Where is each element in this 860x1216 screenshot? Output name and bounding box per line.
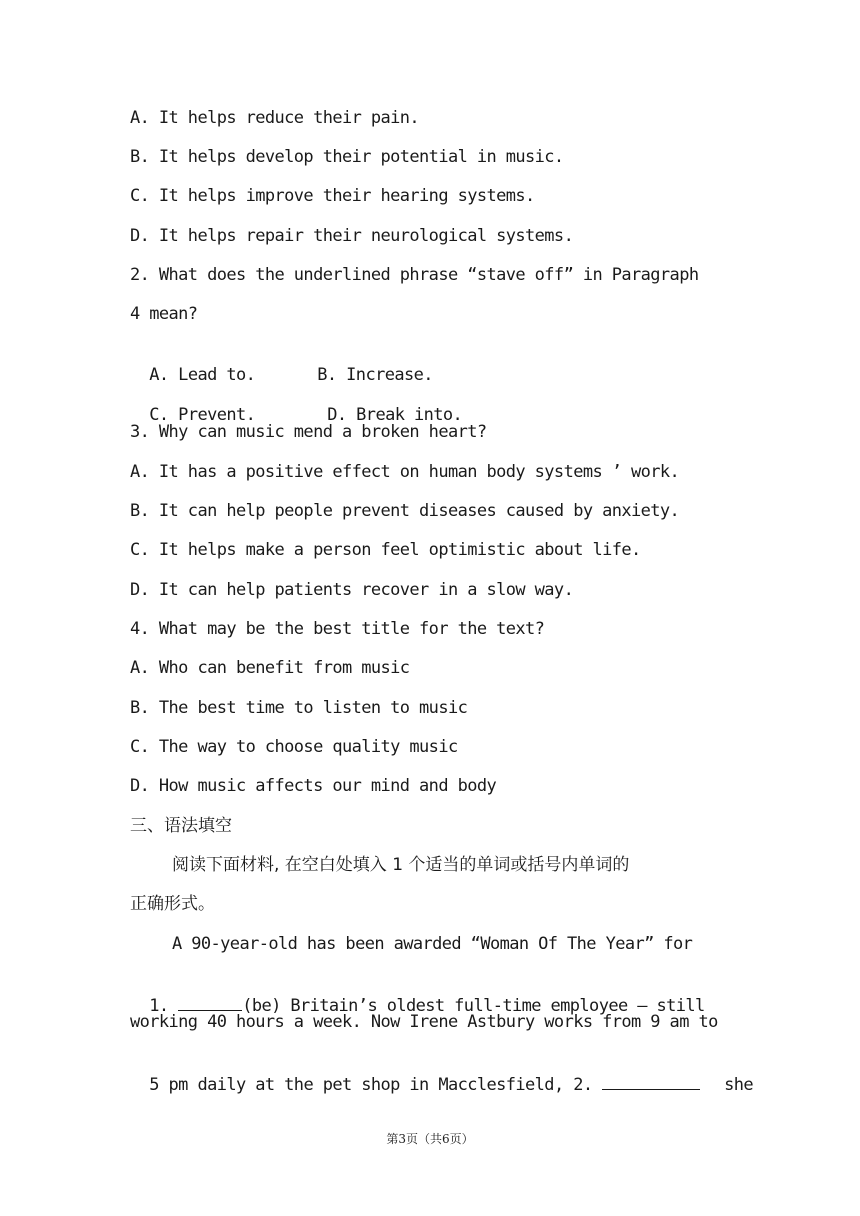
q2-option-b: B. Increase. [317, 365, 433, 385]
q2-options-row2 [130, 382, 730, 426]
q3-stem: 3. Why can music mend a broken heart? [130, 422, 487, 442]
passage-line4-text: 5 pm daily at the pet shop in Macclesfield, 2. [149, 1075, 593, 1095]
q4-option-a: A. Who can benefit from music [130, 658, 410, 678]
passage-line1: A 90-year-old has been awarded “Woman Of The Year” for [172, 934, 693, 954]
page-footer: 第3页（共6页） [386, 1132, 474, 1146]
q2-option-c: C. Prevent. [149, 405, 256, 425]
section-instruction-line1: 阅读下面材料, 在空白处填入 1 个适当的单词或括号内单词的 [172, 855, 630, 875]
blank-number-1: 1. [149, 996, 169, 1016]
q1-option-b: B. It helps develop their potential in music. [130, 147, 564, 167]
q3-option-c: C. It helps make a person feel optimistic about life. [130, 540, 641, 560]
q3-option-a: A. It has a positive effect on human body systems ’ work. [130, 462, 680, 482]
q1-option-c: C. It helps improve their hearing systems. [130, 186, 535, 206]
passage-line4-end: she [724, 1075, 754, 1095]
q2-option-a: A. Lead to. [149, 365, 256, 385]
section-instruction-line2: 正确形式。 [130, 894, 215, 914]
q1-option-a: A. It helps reduce their pain. [130, 108, 420, 128]
q2-option-d: D. Break into. [327, 405, 463, 425]
section-heading: 三、语法填空 [130, 816, 232, 836]
q2-options-row1 [130, 342, 730, 386]
q2-stem-line1: 2. What does the underlined phrase “stave off” in Paragraph [130, 265, 699, 285]
q3-option-b: B. It can help people prevent diseases caused by anxiety. [130, 501, 680, 521]
q4-option-c: C. The way to choose quality music [130, 737, 458, 757]
answer-blank-2[interactable] [602, 1073, 700, 1090]
q1-option-d: D. It helps repair their neurological systems. [130, 226, 574, 246]
passage-line4 [130, 1051, 754, 1096]
q4-option-d: D. How music affects our mind and body [130, 776, 497, 796]
passage-line2-text: (be) Britain’s oldest full-time employee — still [242, 996, 705, 1016]
q2-stem-line2: 4 mean? [130, 304, 198, 324]
passage-line3: working 40 hours a week. Now Irene Astbury works from 9 am to [130, 1012, 718, 1032]
q4-stem: 4. What may be the best title for the text? [130, 619, 545, 639]
q4-option-b: B. The best time to listen to music [130, 698, 468, 718]
answer-blank-1[interactable] [178, 994, 242, 1011]
q3-option-d: D. It can help patients recover in a slow way. [130, 580, 574, 600]
